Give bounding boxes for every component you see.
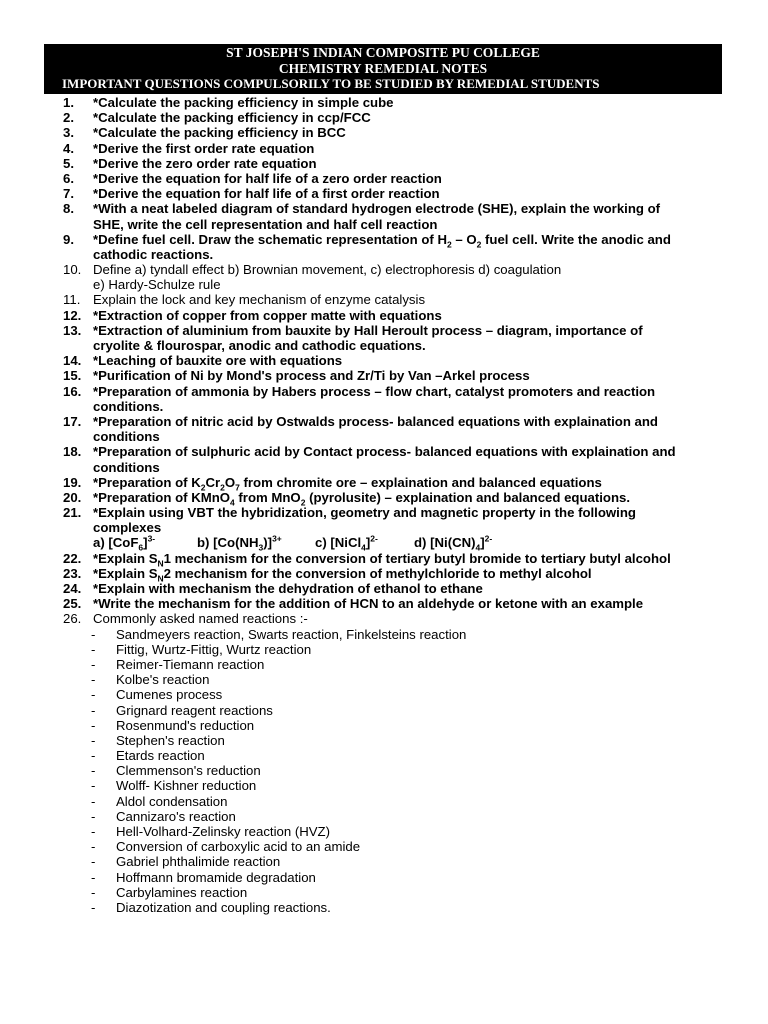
document-subtitle: IMPORTANT QUESTIONS COMPULSORILY TO BE STUDIED BY REMEDIAL STUDENTS [62, 76, 600, 91]
question-item [0, 550, 768, 569]
question-text: *Calculate the packing efficiency in ccp/FCC [93, 110, 371, 126]
reaction-item [0, 778, 768, 793]
dash-bullet: - [91, 778, 96, 794]
question-text: Define a) tyndall effect b) Brownian movement, c) electrophoresis d) coagulation [93, 262, 562, 278]
option-d: d) $[Ni(CN)_4]^{2-}$ [414, 534, 493, 554]
question-item [0, 489, 768, 508]
question-text: *Extraction of copper from copper matte with equations [93, 307, 442, 323]
reaction-text: Grignard reagent reactions [116, 702, 273, 718]
question-continuation [0, 247, 768, 262]
reaction-item [0, 748, 768, 763]
question-item [0, 141, 768, 156]
question-number: 11. [63, 292, 81, 308]
reaction-item [0, 687, 768, 702]
question-text-cont: conditions [93, 429, 160, 445]
question-text: *Define fuel cell. Draw the schematic representation of $H_2 - O_2$ fuel cell. Write the anodic and [93, 231, 671, 250]
question-item [0, 231, 768, 250]
question-item [0, 292, 768, 307]
question-item [0, 323, 768, 338]
reaction-text: Kolbe's reaction [116, 672, 210, 688]
question-text: *Leaching of bauxite ore with equations [93, 353, 343, 369]
question-number: 5. [63, 155, 74, 171]
question-item [0, 156, 768, 171]
dash-bullet: - [91, 748, 96, 764]
question-continuation [0, 338, 768, 353]
question-text: *Calculate the packing efficiency in BCC [93, 125, 346, 141]
question-number: 4. [63, 140, 74, 156]
question-text: *With a neat labeled diagram of standard hydrogen electrode (SHE), explain the working of [93, 201, 661, 217]
question-number: 24. [63, 581, 82, 596]
reaction-text: Cumenes process [116, 687, 223, 703]
reaction-item [0, 885, 768, 900]
dash-bullet: - [91, 732, 96, 748]
question-item [0, 565, 768, 584]
question-text: *Derive the zero order rate equation [93, 155, 317, 171]
reaction-item [0, 763, 768, 778]
question-number: 21. [63, 505, 82, 521]
question-text: *Preparation of ammonia by Habers process – flow chart, catalyst promoters and reaction [93, 383, 656, 399]
reaction-text: Aldol condensation [116, 793, 228, 809]
question-continuation [0, 217, 768, 232]
question-number: 7. [63, 186, 74, 202]
dash-bullet: - [91, 793, 96, 809]
reaction-text: Rosenmund's reduction [116, 717, 255, 733]
reaction-item [0, 627, 768, 642]
question-text: *Extraction of aluminium from bauxite by Hall Heroult process – diagram, importance of [93, 322, 643, 338]
question-number: 13. [63, 322, 82, 338]
reaction-text: Hell-Volhard-Zelinsky reaction (HVZ) [116, 824, 330, 839]
reaction-text: Diazotization and coupling reactions. [116, 899, 331, 915]
question-number: 16. [63, 383, 82, 399]
question-text: *Explain $S_N2$ mechanism for the conversion of methylchloride to methyl alcohol [93, 565, 592, 584]
reaction-text: Conversion of carboxylic acid to an amide [116, 839, 361, 855]
question-continuation [0, 277, 768, 292]
question-text: *Write the mechanism for the addition of HCN to an aldehyde or ketone with an example [93, 596, 644, 612]
question-continuation [0, 520, 768, 535]
question-number: 25. [63, 596, 82, 612]
question-item [0, 353, 768, 368]
question-text-cont: conditions. [93, 398, 164, 414]
reaction-item [0, 809, 768, 824]
question-text: *Explain $S_N1$ mechanism for the conversion of tertiary butyl bromide to tertiary butyl alcohol [93, 550, 671, 569]
question-number: 19. [63, 474, 82, 490]
reaction-item [0, 870, 768, 885]
question-number: 2. [63, 110, 74, 126]
question-continuation [0, 399, 768, 414]
question-number: 18. [63, 444, 82, 460]
dash-bullet: - [91, 717, 96, 733]
reaction-item [0, 733, 768, 748]
question-text: *Preparation of sulphuric acid by Contact process- balanced equations with explaination and [93, 444, 676, 460]
question-text: *Derive the equation for half life of a zero order reaction [93, 170, 442, 186]
reaction-item [0, 900, 768, 915]
complex-options [0, 534, 768, 554]
reaction-text: Fittig, Wurtz-Fittig, Wurtz reaction [116, 641, 312, 657]
question-text-cont: e) Hardy-Schulze rule [93, 277, 221, 293]
dash-bullet: - [91, 656, 96, 672]
question-text-cont: cathodic reactions. [93, 246, 214, 262]
reaction-item [0, 642, 768, 657]
question-item [0, 125, 768, 140]
question-text-cont: complexes [93, 520, 162, 536]
question-number: 8. [63, 201, 74, 217]
question-number: 3. [63, 125, 74, 141]
option-b: b) $[Co(NH_3)]^{3+}$ [197, 534, 282, 554]
option-a: a) $[CoF_6]^{3-}$ [93, 534, 156, 554]
dash-bullet: - [91, 869, 96, 885]
question-number: 20. [63, 489, 82, 505]
dash-bullet: - [91, 763, 96, 779]
question-item [0, 110, 768, 125]
reaction-text: Cannizaro's reaction [116, 808, 236, 824]
question-text: *Preparation of KMnO$_4$ from MnO$_2$ (pyrolusite) – explaination and balanced equations. [93, 489, 631, 508]
question-number: 23. [63, 565, 82, 581]
question-item [0, 308, 768, 323]
question-item [0, 384, 768, 399]
question-text: Commonly asked named reactions :- [93, 611, 308, 627]
question-number: 15. [63, 368, 82, 384]
question-item [0, 474, 768, 493]
question-item [0, 186, 768, 201]
question-continuation [0, 429, 768, 444]
reaction-item [0, 703, 768, 718]
question-number: 14. [63, 353, 82, 369]
question-text-cont: SHE, write the cell representation and half cell reaction [93, 216, 438, 232]
document-header [44, 44, 722, 94]
dash-bullet: - [91, 687, 96, 703]
reaction-item [0, 854, 768, 869]
question-text: *Preparation of $K_2Cr_2O_7$ from chromite ore – explaination and balanced equations [93, 474, 602, 493]
reaction-item [0, 672, 768, 687]
dash-bullet: - [91, 808, 96, 824]
reaction-item [0, 839, 768, 854]
question-number: 10. [63, 262, 82, 278]
reaction-text: Hoffmann bromamide degradation [116, 869, 316, 885]
question-continuation [0, 460, 768, 475]
dash-bullet: - [91, 884, 96, 900]
document-title: CHEMISTRY REMEDIAL NOTES [278, 60, 488, 76]
reaction-text: Clemmenson's reduction [116, 763, 261, 779]
question-item [0, 171, 768, 186]
question-item [0, 505, 768, 520]
question-number: 9. [63, 231, 74, 247]
question-text: Explain the lock and key mechanism of enzyme catalysis [93, 292, 426, 308]
question-number: 22. [63, 550, 82, 566]
question-item [0, 444, 768, 459]
reaction-item [0, 718, 768, 733]
dash-bullet: - [91, 854, 96, 870]
reaction-text: Stephen's reaction [116, 732, 225, 748]
dash-bullet: - [91, 626, 96, 642]
reaction-text: Wolff- Kishner reduction [116, 778, 257, 794]
question-item [0, 95, 768, 110]
question-text-cont: cryolite & flourospar, anodic and cathodic equations. [93, 338, 426, 353]
question-item [0, 262, 768, 277]
college-name: ST JOSEPH'S INDIAN COMPOSITE PU COLLEGE [226, 45, 540, 60]
question-item [0, 201, 768, 216]
option-c: c) [NiCl$_4$]$^{2-}$ [315, 534, 378, 554]
question-text: *Purification of Ni by Mond's process and Zr/Ti by Van –Arkel process [93, 368, 530, 384]
question-text-cont: conditions [93, 459, 160, 475]
question-item [0, 414, 768, 429]
question-list [0, 95, 768, 915]
question-number: 12. [63, 307, 82, 323]
question-text: *Explain using VBT the hybridization, geometry and magnetic property in the following [93, 505, 636, 521]
reaction-text: Reimer-Tiemann reaction [116, 656, 265, 672]
question-item [0, 581, 768, 596]
dash-bullet: - [91, 641, 96, 657]
dash-bullet: - [91, 899, 96, 915]
question-number: 26. [63, 611, 82, 627]
reaction-text: Carbylamines reaction [116, 884, 248, 900]
question-text: *Calculate the packing efficiency in simple cube [93, 95, 394, 110]
dash-bullet: - [91, 672, 96, 688]
question-number: 6. [63, 170, 74, 186]
question-item [0, 368, 768, 383]
question-number: 17. [63, 413, 82, 429]
question-text: *Explain with mechanism the dehydration of ethanol to ethane [93, 581, 483, 596]
reaction-text: Etards reaction [116, 748, 205, 764]
reaction-text: Gabriel phthalimide reaction [116, 854, 281, 870]
reaction-item [0, 824, 768, 839]
dash-bullet: - [91, 824, 96, 839]
dash-bullet: - [91, 702, 96, 718]
reaction-text: Sandmeyers reaction, Swarts reaction, Finkelsteins reaction [116, 626, 467, 642]
question-number: 1. [63, 95, 74, 110]
question-text: *Derive the equation for half life of a first order reaction [93, 186, 440, 202]
reaction-item [0, 657, 768, 672]
question-item [0, 611, 768, 626]
dash-bullet: - [91, 839, 96, 855]
reaction-item [0, 794, 768, 809]
question-text: *Derive the first order rate equation [93, 140, 315, 156]
question-text: *Preparation of nitric acid by Ostwalds process- balanced equations with explaination and [93, 413, 658, 429]
question-item [0, 596, 768, 611]
